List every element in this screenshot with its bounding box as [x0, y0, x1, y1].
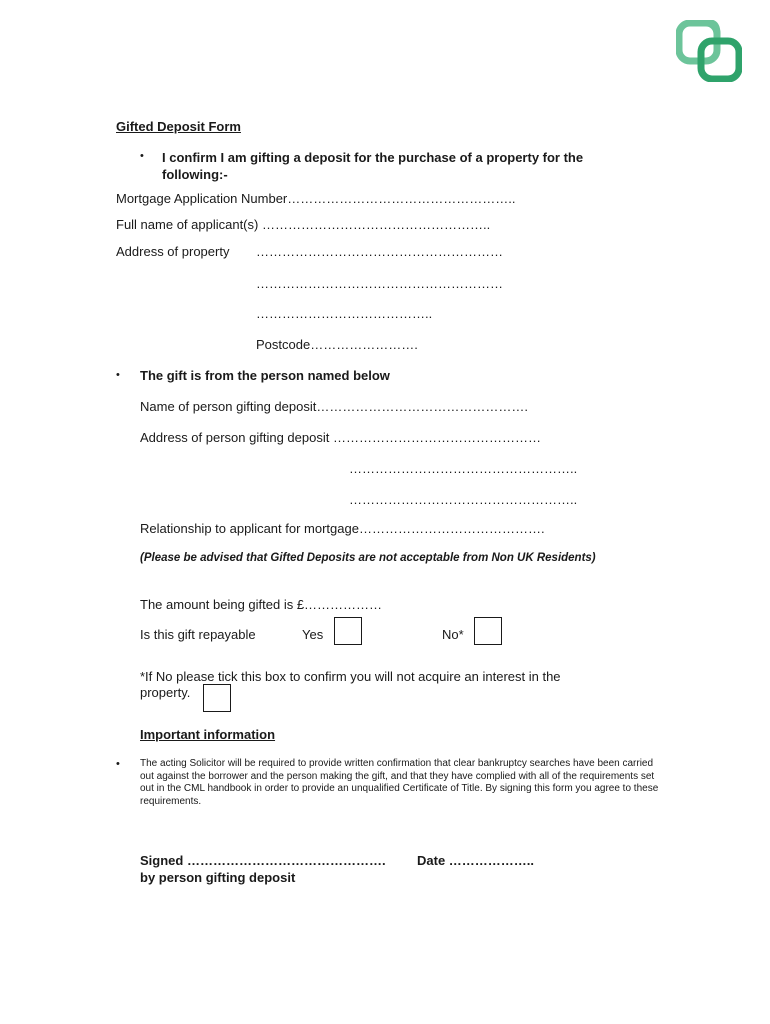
mortgage-application-number-field[interactable]: Mortgage Application Number……………………………………………..: [116, 191, 516, 206]
gift-amount-field[interactable]: The amount being gifted is £………………: [140, 597, 383, 612]
yes-checkbox[interactable]: [334, 617, 362, 645]
confirm-statement: I confirm I am gifting a deposit for the purchase of a property for the following:-: [162, 150, 584, 182]
donor-address-line-2[interactable]: ……………………………………………..: [349, 461, 578, 476]
postcode-field[interactable]: Postcode…………………….: [256, 337, 418, 352]
property-address-line-3[interactable]: …………………………………..: [256, 306, 433, 321]
linked-squares-logo: [676, 20, 742, 82]
signature-caption: by person gifting deposit: [140, 870, 296, 885]
no-label: No*: [442, 627, 464, 642]
non-uk-residents-note: (Please be advised that Gifted Deposits are not acceptable from Non UK Residents): [140, 552, 596, 564]
property-address-label: Address of property: [116, 244, 230, 259]
form-title: Gifted Deposit Form: [116, 119, 241, 134]
property-address-line-2[interactable]: …………………………………………………: [256, 276, 503, 291]
donor-address-field[interactable]: Address of person gifting deposit …………………………………………: [140, 430, 541, 445]
gift-section-heading: The gift is from the person named below: [140, 368, 390, 383]
signature-field[interactable]: Signed ……………………………………….: [140, 853, 386, 868]
no-checkbox[interactable]: [474, 617, 502, 645]
bullet-icon: •: [140, 150, 144, 162]
no-interest-confirmation-text: *If No please tick this box to confirm you will not acquire an interest in the property.: [140, 669, 561, 700]
donor-name-field[interactable]: Name of person gifting deposit………………………………………….: [140, 399, 528, 414]
important-info-text: The acting Solicitor will be required to provide written confirmation that clear bankruptcy searches have been carried out against the borrower and the person making the gift, and that they have complied with all of the requirements set out in the CML handbook in order to provide an unqualified Certificate of Title. By signing this form you agree to these requirements.: [140, 758, 659, 807]
applicant-name-field[interactable]: Full name of applicant(s) ……………………………………………..: [116, 217, 491, 232]
important-info-heading: Important information: [140, 727, 276, 742]
repayable-question: Is this gift repayable: [140, 627, 256, 642]
donor-address-line-3[interactable]: ……………………………………………..: [349, 492, 578, 507]
bullet-icon: •: [116, 369, 120, 381]
relationship-field[interactable]: Relationship to applicant for mortgage…………………………………….: [140, 521, 545, 536]
property-address-line-1[interactable]: …………………………………………………: [256, 244, 503, 259]
bullet-icon: •: [116, 758, 120, 770]
date-field[interactable]: Date ………………..: [417, 853, 535, 868]
yes-label: Yes: [302, 627, 324, 642]
no-interest-checkbox[interactable]: [203, 684, 231, 712]
